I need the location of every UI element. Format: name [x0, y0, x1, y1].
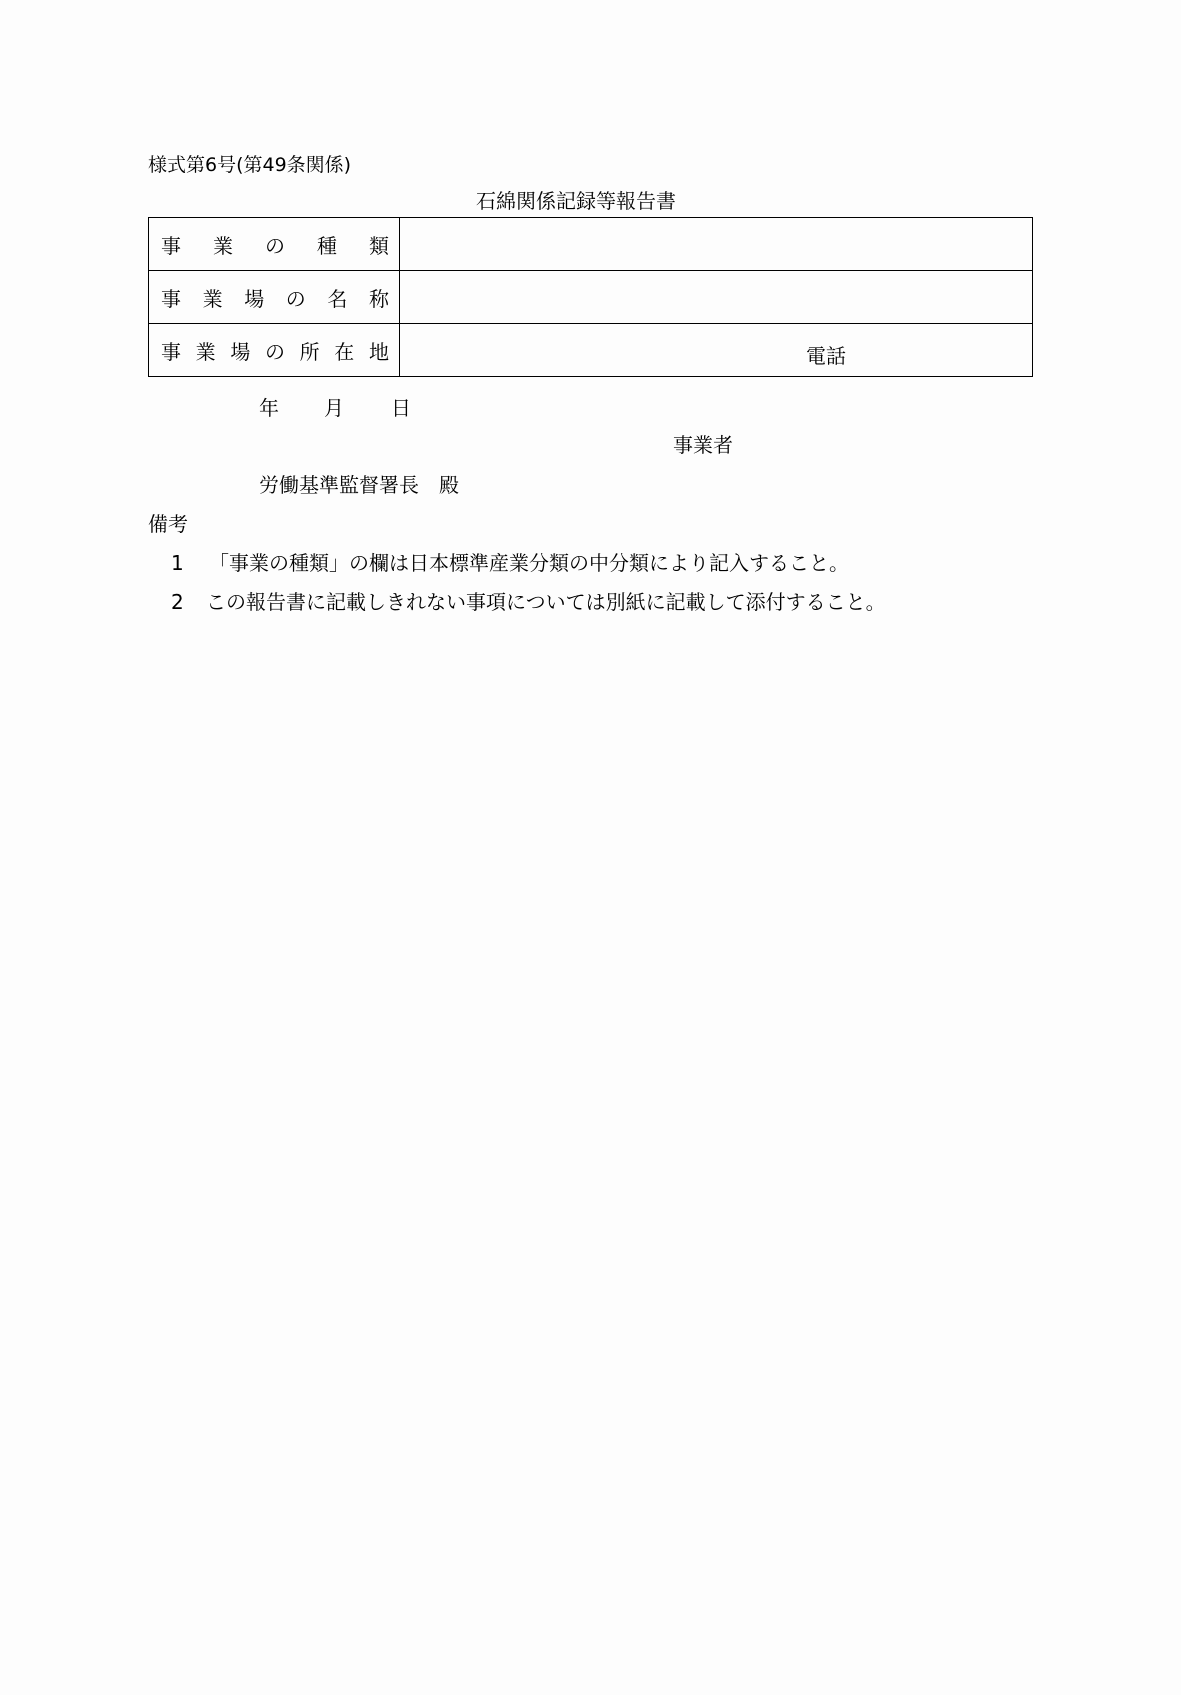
- label-char: 場: [230, 339, 251, 364]
- table-row: [149, 324, 1033, 377]
- label-char: の: [264, 339, 285, 364]
- label-char: 称: [368, 286, 389, 311]
- label-char: 地: [368, 339, 389, 364]
- label-char: 種: [317, 233, 337, 258]
- label-char: 事: [161, 286, 181, 311]
- note-number: 2: [171, 590, 184, 614]
- label-char: 事: [161, 233, 181, 258]
- report-table: [148, 217, 1033, 377]
- phone-label: 電話: [806, 344, 846, 368]
- addressee: 労働基準監督署長 殿: [259, 473, 459, 497]
- form-number: 様式第6号(第49条関係): [148, 154, 352, 176]
- workplace-address-field[interactable]: [400, 324, 1033, 377]
- label-char: 在: [334, 339, 355, 364]
- label-char: の: [285, 286, 306, 311]
- table-row: [149, 271, 1033, 324]
- date-day: 日: [391, 396, 411, 420]
- date-year: 年: [259, 396, 279, 420]
- label-business-type: [149, 218, 400, 271]
- label-char: 事: [161, 339, 181, 364]
- employer-label: 事業者: [673, 433, 733, 457]
- label-char: 業: [202, 286, 223, 311]
- label-workplace-address: [149, 324, 400, 377]
- business-type-field[interactable]: [400, 218, 1033, 271]
- notes-heading: 備考: [148, 512, 188, 536]
- label-char: の: [265, 233, 285, 258]
- label-char: 場: [244, 286, 265, 311]
- document-title: 石綿関係記録等報告書: [476, 189, 676, 213]
- label-char: 業: [213, 233, 233, 258]
- table-row: [149, 218, 1033, 271]
- note-text: この報告書に記載しきれない事項については別紙に記載して添付すること。: [206, 590, 886, 614]
- note-number: 1: [171, 551, 184, 575]
- label-workplace-name: [149, 271, 400, 324]
- label-char: 名: [327, 286, 348, 311]
- label-char: 業: [195, 339, 216, 364]
- label-char: 所: [299, 339, 320, 364]
- date-month: 月: [324, 396, 344, 420]
- workplace-name-field[interactable]: [400, 271, 1033, 324]
- label-char: 類: [369, 233, 389, 258]
- note-text: 「事業の種類」の欄は日本標準産業分類の中分類により記入すること。: [209, 551, 849, 575]
